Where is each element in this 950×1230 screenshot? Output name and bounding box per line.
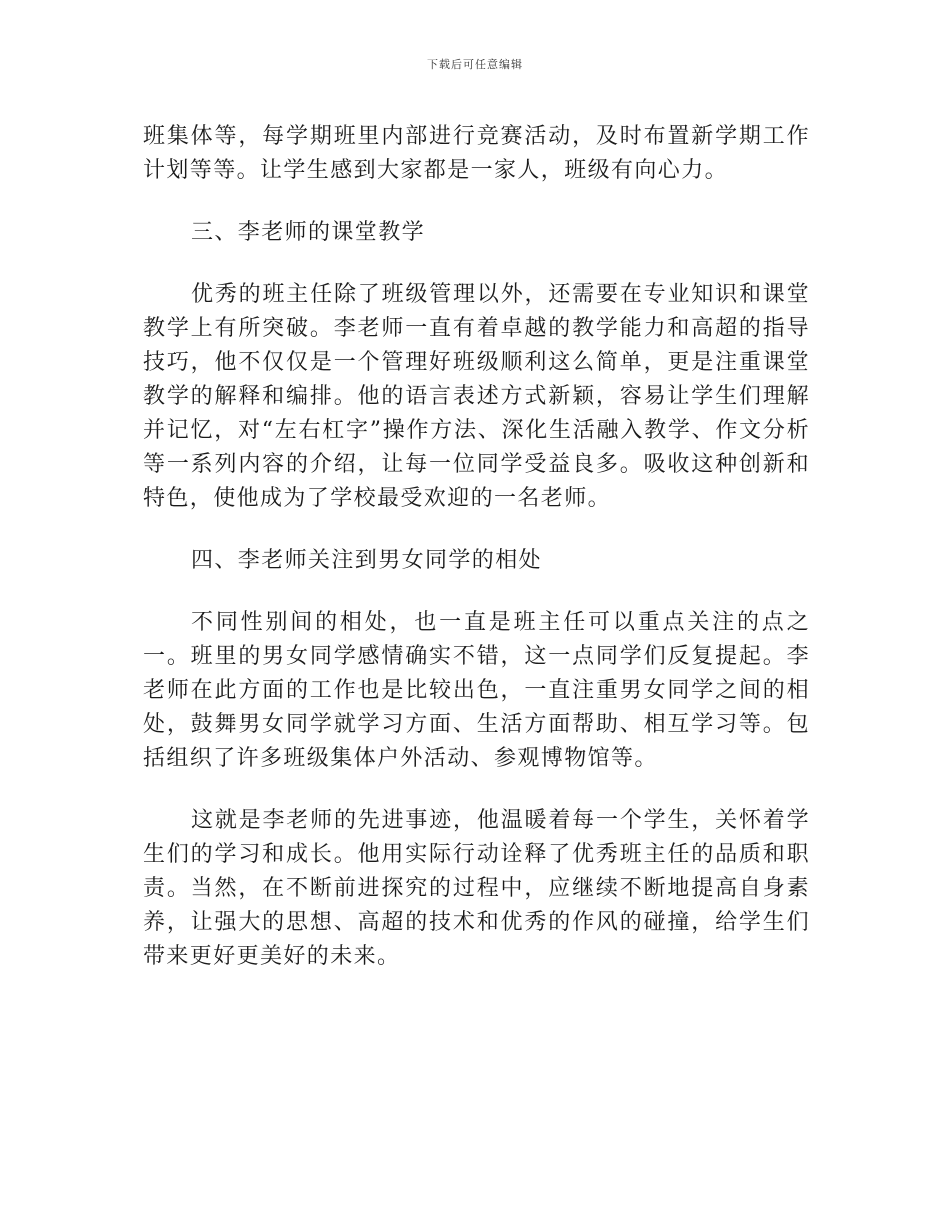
section-heading-3: 三、李老师的课堂教学 [191, 220, 426, 245]
section-heading-4: 四、李老师关注到男女同学的相处 [191, 548, 543, 573]
paragraph-conclusion: 这就是李老师的先进事迹，他温暖着每一个学生，关怀着学生们的学习和成长。他用实际行动诠释了优秀班主任的品质和职责。当然，在不断前进探究的过程中，应继续不断地提高自身素养，让强大的思想、高超的技术和优秀的作风的碰撞，给学生们带来更好更美好的未来。 [143, 808, 810, 969]
page-header: 下载后可任意编辑 [427, 58, 523, 71]
paragraph-continued: 班集体等，每学期班里内部进行竞赛活动，及时布置新学期工作计划等等。让学生感到大家都是一家人，班级有向心力。 [143, 124, 810, 183]
paragraph-classroom-teaching: 优秀的班主任除了班级管理以外，还需要在专业知识和课堂教学上有所突破。李老师一直有着卓越的教学能力和高超的指导技巧，他不仅仅是一个管理好班级顺利这么简单，更是注重课堂教学的解释和编排。他的语言表述方式新颖，容易让学生们理解并记忆，对“左右杠字”操作方法、深化生活融入教学、作文分析等一系列内容的介绍，让每一位同学受益良多。吸收这种创新和特色，使他成为了学校最受欢迎的一名老师。 [143, 282, 810, 511]
document-body [143, 120, 810, 1002]
paragraph-gender-relations: 不同性别间的相处，也一直是班主任可以重点关注的点之一。班里的男女同学感情确实不错，这一点同学们反复提起。李老师在此方面的工作也是比较出色，一直注重男女同学之间的相处，鼓舞男女同学就学习方面、生活方面帮助、相互学习等。包括组织了许多班级集体户外活动、参观博物馆等。 [143, 610, 810, 771]
